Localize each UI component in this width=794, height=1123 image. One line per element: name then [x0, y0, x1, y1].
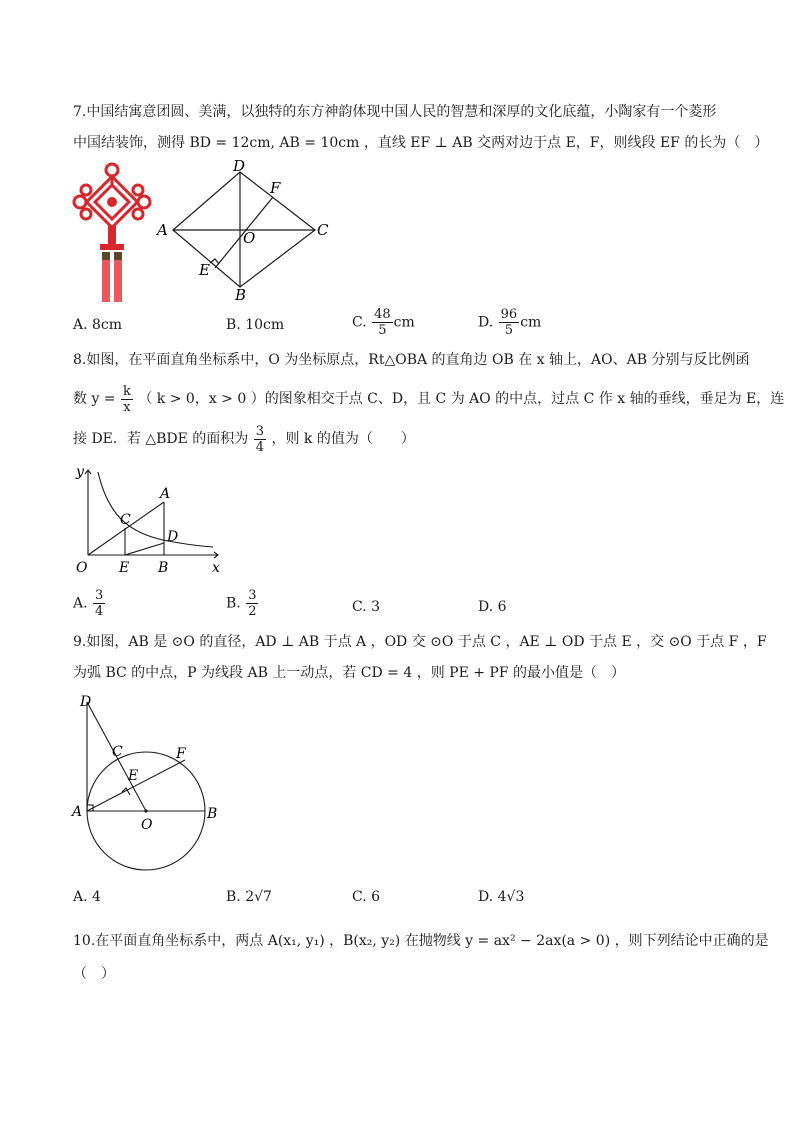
label-e: E [199, 261, 210, 279]
q9-stem-line2: 为弧 BC 的中点，P 为线段 AB 上一动点，若 CD = 4 ，则 PE + PF 的最小值是（ ） [73, 665, 626, 681]
label-d: D [80, 694, 92, 710]
q7-option-c[interactable]: C. $\frac{48}{5}$ cm [352, 307, 415, 338]
label-c: C [317, 221, 329, 239]
q9-option-c[interactable]: C. 6 [352, 889, 381, 905]
q7-option-b[interactable]: B. 10cm [226, 317, 285, 333]
q8-option-c[interactable]: C. 3 [352, 599, 381, 615]
label-e: E [119, 560, 130, 576]
hyperbola-figure [68, 460, 228, 580]
label-d: D [233, 157, 246, 175]
q8-stem-line3: 接 DE．若 △BDE 的面积为 $\frac{3}{4}$ ，则 k 的值为（ ） [73, 423, 415, 455]
q8-stem-line2: 数 y = $\frac{k}{x}$ （ k > 0，x > 0 ）的图象相交于点 C、D，且 C 为 AO 的中点，过点 C 作 x 轴的垂线，垂足为 E，连 [73, 383, 785, 415]
q7-option-a[interactable]: A. 8cm [73, 317, 123, 333]
q7-option-d-prefix: D. [478, 314, 494, 331]
rhombus-figure [155, 157, 335, 302]
label-b: B [207, 806, 218, 822]
q7-option-c-fraction: $\frac{48}{5}$ [374, 307, 391, 338]
label-o: O [141, 817, 153, 833]
label-f: F [176, 746, 186, 762]
label-c: C [112, 744, 123, 760]
chinese-knot-image [70, 160, 154, 305]
q9-option-d[interactable]: D. 4√3 [478, 889, 525, 905]
label-c: C [120, 512, 131, 528]
q8-option-d[interactable]: D. 6 [478, 599, 507, 615]
label-y: y [76, 464, 84, 480]
label-b: B [158, 560, 169, 576]
label-a: A [157, 221, 168, 239]
q8-stem-line1: 8.如图，在平面直角坐标系中，O 为坐标原点，Rt△OBA 的直角边 OB 在 x 轴上，AO、AB 分别与反比例函 [73, 352, 750, 368]
label-o: O [243, 229, 256, 247]
center-point [144, 809, 147, 812]
label-e: E [128, 768, 139, 784]
q9-option-a[interactable]: A. 4 [73, 889, 101, 905]
label-a: A [160, 486, 171, 502]
segment-de [125, 543, 164, 555]
q9-stem-line1: 9.如图，AB 是 ⊙O 的直径，AD ⊥ AB 于点 A ，OD 交 ⊙O 于点 C ，AE ⊥ OD 于点 E ，交 ⊙O 于点 F ，F [73, 634, 767, 650]
label-f: F [270, 179, 281, 197]
q7-stem-line2: 中国结装饰，测得 BD = 12cm, AB = 10cm ，直线 EF ⊥ AB 交两对边于点 E，F，则线段 EF 的长为（ ） [73, 135, 769, 151]
q8-option-a[interactable]: A. $\frac{3}{4}$ [73, 588, 104, 619]
label-b: B [235, 286, 247, 302]
q7-option-d-fraction: $\frac{96}{5}$ [500, 307, 518, 338]
q10-stem-line1: 10.在平面直角坐标系中，两点 A(x₁, y₁) ，B(x₂, y₂) 在抛物线 y = ax² − 2ax(a > 0) ，则下列结论中正确的是 [73, 933, 769, 949]
label-d: D [167, 529, 179, 545]
q7-option-c-prefix: C. [352, 314, 367, 331]
label-o: O [76, 560, 88, 576]
q10-stem-line2: （ ） [73, 966, 115, 982]
label-x: x [212, 560, 220, 576]
q7-stem-line1: 7.中国结寓意团圆、美满，以独特的东方神韵体现中国人民的智慧和深厚的文化底蕴，小陶家有一个菱形 [73, 104, 717, 120]
q9-option-b[interactable]: B. 2√7 [226, 889, 272, 905]
circle-figure [68, 690, 228, 875]
label-a: A [72, 804, 83, 820]
q8-option-b[interactable]: B. $\frac{3}{2}$ [226, 588, 257, 619]
q7-option-d[interactable]: D. $\frac{96}{5}$ cm [478, 307, 542, 338]
